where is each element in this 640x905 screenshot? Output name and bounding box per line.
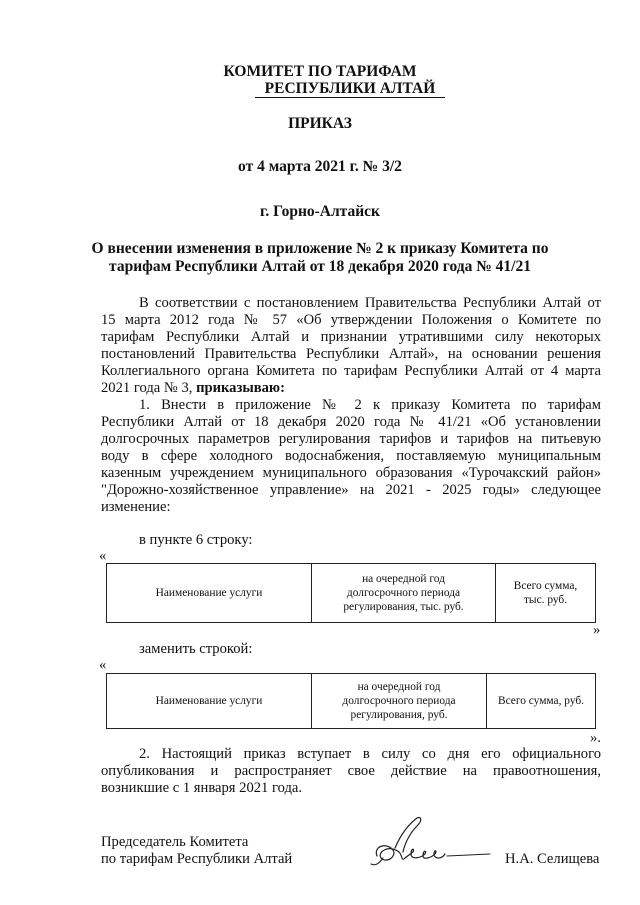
item2-line: 2. Настоящий приказ вступает в силу со дня его официального <box>139 746 601 762</box>
org-name-line2: РЕСПУБЛИКИ АЛТАЙ <box>255 80 445 98</box>
table-cell-next-year <box>312 674 487 729</box>
item2-line: возникшие с 1 января 2021 года. <box>101 780 303 796</box>
table-row <box>107 674 596 729</box>
order-keyword: приказываю: <box>196 380 285 396</box>
cell-text: тыс. руб. <box>523 594 568 606</box>
intro-last-text: 2021 года № 3, <box>101 380 197 396</box>
item1-line: "Дорожно-хозяйственное управление» на 2021 - 2025 годы» следующее <box>101 482 601 498</box>
intro-line: постановлений Правительства Республики Алтай», на основании решения <box>101 346 601 362</box>
in-item-text: в пункте 6 строку: <box>139 532 253 548</box>
new-row-table <box>106 673 596 729</box>
signatory-title-line1: Председатель Комитета <box>101 834 249 850</box>
close-quote-period: ». <box>590 730 601 746</box>
item1-line: изменение: <box>101 499 171 515</box>
item2-line: опубликования и распространяет свое действие на правоотношения, <box>101 763 601 779</box>
open-quote: « <box>99 548 107 564</box>
item1-line: воду в сфере холодного водоснабжения, поставляемую муниципальным <box>101 448 601 464</box>
cell-text: на очередной год <box>357 681 441 693</box>
signatory-name: Н.А. Селищева <box>505 851 600 867</box>
intro-line: В соответствии с постановлением Правительства Республики Алтай от <box>139 295 601 311</box>
open-quote: « <box>99 657 107 673</box>
item1-line: долгосрочных параметров регулирования тарифов и тарифов на питьевую <box>101 431 601 447</box>
intro-line: тарифам Республики Алтай и признании утратившими силу некоторых <box>101 329 601 345</box>
intro-line-last <box>101 380 601 397</box>
cell-text: долгосрочного периода <box>346 587 461 599</box>
cell-text: регулирования, тыс. руб. <box>343 601 464 613</box>
old-row-table <box>106 563 596 623</box>
replace-with-text: заменить строкой: <box>139 641 253 657</box>
item1-line: 1. Внести в приложение № 2 к приказу Комитета по тарифам <box>139 397 601 413</box>
table-cell-total: Всего сумма, руб. <box>487 674 596 729</box>
cell-text: на очередной год <box>362 573 445 585</box>
document-subject-line1: О внесении изменения в приложение № 2 к приказу Комитета по <box>91 240 549 257</box>
table-row <box>107 564 596 623</box>
close-quote: » <box>593 622 601 638</box>
cell-text: Всего сумма, <box>513 580 578 592</box>
document-subject-line2: тарифам Республики Алтай от 18 декабря 2020 года № 41/21 <box>109 258 531 275</box>
handwritten-signature <box>365 812 495 872</box>
signatory-title-line2: по тарифам Республики Алтай <box>101 851 293 867</box>
intro-line: Коллегиального органа Комитета по тарифам Республики Алтай от 4 марта <box>101 363 601 379</box>
item1-line: Республики Алтай от 18 декабря 2020 года № 41/21 «Об установлении <box>101 414 601 430</box>
table-cell-next-year <box>312 564 496 623</box>
document-date-number: от 4 марта 2021 г. № 3/2 <box>238 158 402 175</box>
document-city: г. Горно-Алтайск <box>260 203 380 220</box>
document-type: ПРИКАЗ <box>288 115 352 132</box>
table-cell-service-name: Наименование услуги <box>107 674 312 729</box>
table-cell-total <box>496 564 596 623</box>
intro-line: 15 марта 2012 года № 57 «Об утверждении Положения о Комитете по <box>101 312 601 328</box>
cell-text: долгосрочного периода <box>342 695 456 707</box>
org-name-line1: КОМИТЕТ ПО ТАРИФАМ <box>223 63 417 80</box>
table-cell-service-name: Наименование услуги <box>107 564 312 623</box>
item1-line: казенным учреждением муниципального образования «Турочакский район» <box>101 465 601 481</box>
cell-text: регулирования, руб. <box>350 709 448 721</box>
